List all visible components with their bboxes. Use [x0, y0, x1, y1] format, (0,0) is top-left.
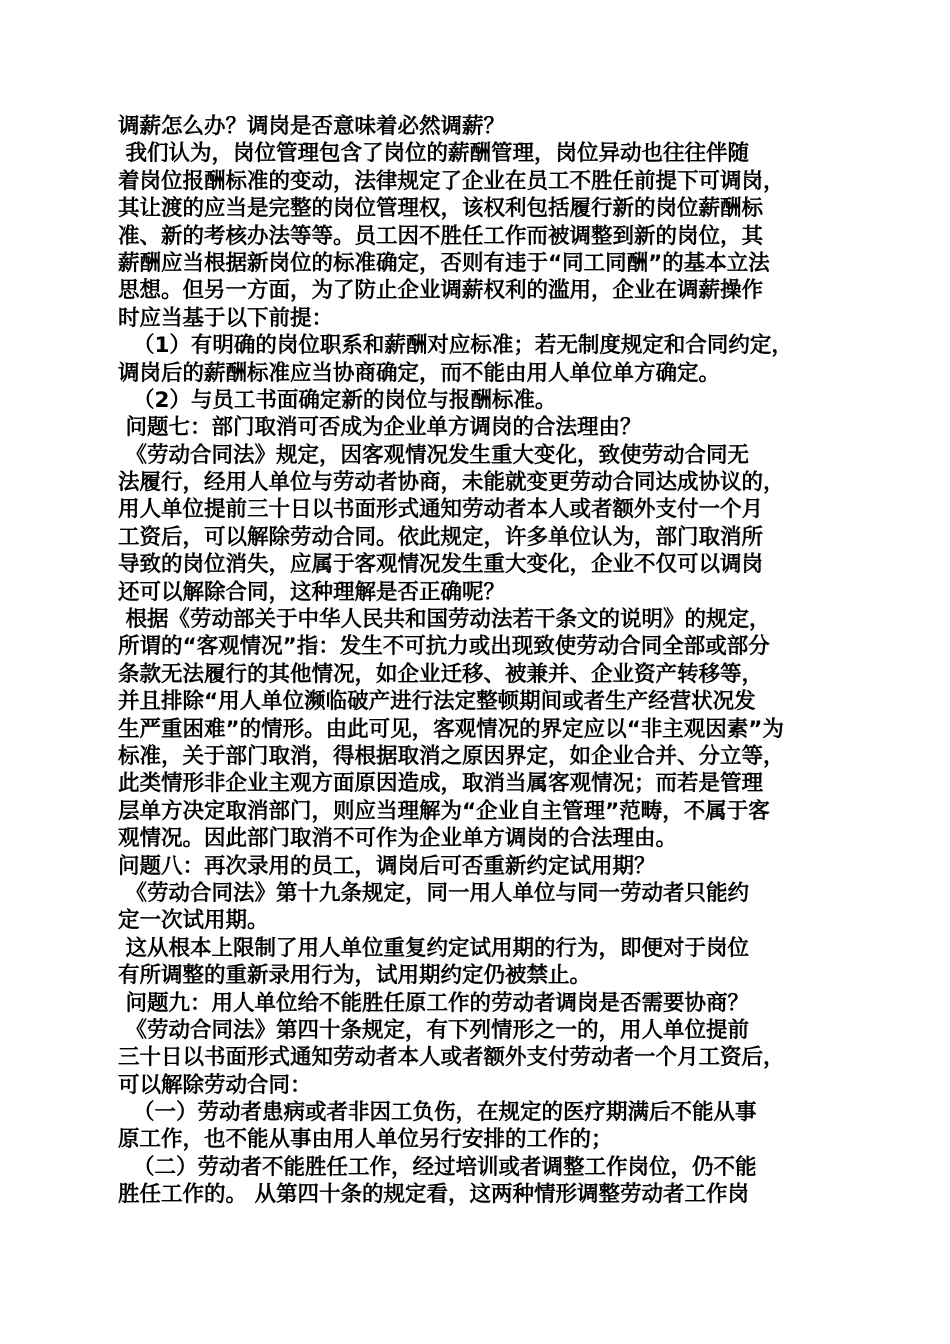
document-body: [118, 113, 858, 1209]
text-line: 还可以解除合同，这种理解是否正确呢？: [118, 579, 506, 605]
text-line: 根据《劳动部关于中华人民共和国劳动法若干条文的说明》的规定，: [118, 607, 771, 633]
text-line: 可以解除劳动合同：: [118, 1072, 312, 1098]
text-line: 时应当基于以下前提：: [118, 305, 334, 331]
text-line: 准、新的考核办法等等。员工因不胜任工作而被调整到新的岗位，其: [118, 223, 764, 249]
text-line: 问题九：用人单位给不能胜任原工作的劳动者调岗是否需要协商？: [118, 990, 749, 1016]
text-line: 并且排除“用人单位濒临破产进行法定整顿期间或者生产经营状况发: [118, 689, 756, 715]
text-line: 生严重困难”的情形。由此可见，客观情况的界定应以“非主观因素”为: [118, 716, 784, 742]
text-line: 导致的岗位消失，应属于客观情况发生重大变化，企业不仅可以调岗: [118, 552, 764, 578]
text-line: 有所调整的重新录用行为，试用期约定仍被禁止。: [118, 963, 592, 989]
text-line: 此类情形非企业主观方面原因造成，取消当属客观情况；而若是管理: [118, 771, 764, 797]
text-line: 着岗位报酬标准的变动，法律规定了企业在员工不胜任前提下可调岗，: [118, 168, 785, 194]
text-line: （1）有明确的岗位职系和薪酬对应标准；若无制度规定和合同约定，: [118, 333, 793, 359]
text-line: 条款无法履行的其他情况，如企业迁移、被兼并、企业资产转移等，: [118, 661, 764, 687]
text-line: （二）劳动者不能胜任工作，经过培训或者调整工作岗位，仍不能: [118, 1154, 757, 1180]
text-line: （一）劳动者患病或者非因工负伤，在规定的医疗期满后不能从事: [118, 1100, 757, 1126]
text-line: 问题七：部门取消可否成为企业单方调岗的合法理由？: [118, 415, 642, 441]
text-line: 思想。但另一方面，为了防止企业调薪权利的滥用，企业在调薪操作: [118, 278, 764, 304]
text-line: 观情况。因此部门取消不可作为企业单方调岗的合法理由。: [118, 826, 678, 852]
text-line: 问题八：再次录用的员工，调岗后可否重新约定试用期？: [118, 853, 656, 879]
text-line: 胜任工作的。 从第四十条的规定看，这两种情形调整劳动者工作岗: [118, 1182, 749, 1208]
text-line: 《劳动合同法》第十九条规定，同一用人单位与同一劳动者只能约: [118, 880, 749, 906]
text-line: 工资后，可以解除劳动合同。依此规定，许多单位认为，部门取消所: [118, 524, 764, 550]
text-line: 调薪怎么办？调岗是否意味着必然调薪？: [118, 114, 506, 139]
text-line: 《劳动合同法》规定，因客观情况发生重大变化，致使劳动合同无: [118, 442, 749, 468]
text-line: 标准，关于部门取消，得根据取消之原因界定，如企业合并、分立等，: [118, 743, 785, 769]
text-line: 三十日以书面形式通知劳动者本人或者额外支付劳动者一个月工资后，: [118, 1045, 785, 1071]
text-line: 《劳动合同法》第四十条规定，有下列情形之一的，用人单位提前: [118, 1017, 749, 1043]
text-line: 其让渡的应当是完整的岗位管理权，该权利包括履行新的岗位薪酬标: [118, 196, 764, 222]
text-line: （2）与员工书面确定新的岗位与报酬标准。: [118, 387, 557, 413]
text-line: 定一次试用期。: [118, 908, 269, 934]
text-line: 薪酬应当根据新岗位的标准确定，否则有违于“同工同酬”的基本立法: [118, 250, 770, 276]
text-line: 所谓的“客观情况”指：发生不可抗力或出现致使劳动合同全部或部分: [118, 634, 770, 660]
text-line: 用人单位提前三十日以书面形式通知劳动者本人或者额外支付一个月: [118, 497, 764, 523]
text-line: 我们认为，岗位管理包含了岗位的薪酬管理，岗位异动也往往伴随: [118, 141, 749, 167]
text-line: 层单方决定取消部门，则应当理解为“企业自主管理”范畴，不属于客: [118, 798, 770, 824]
text-line: 调岗后的薪酬标准应当协商确定，而不能由用人单位单方确定。: [118, 360, 721, 386]
text-line: 法履行，经用人单位与劳动者协商，未能就变更劳动合同达成协议的，: [118, 470, 785, 496]
text-line: 这从根本上限制了用人单位重复约定试用期的行为，即便对于岗位: [118, 935, 749, 961]
text-line: 原工作，也不能从事由用人单位另行安排的工作的；: [118, 1127, 613, 1153]
